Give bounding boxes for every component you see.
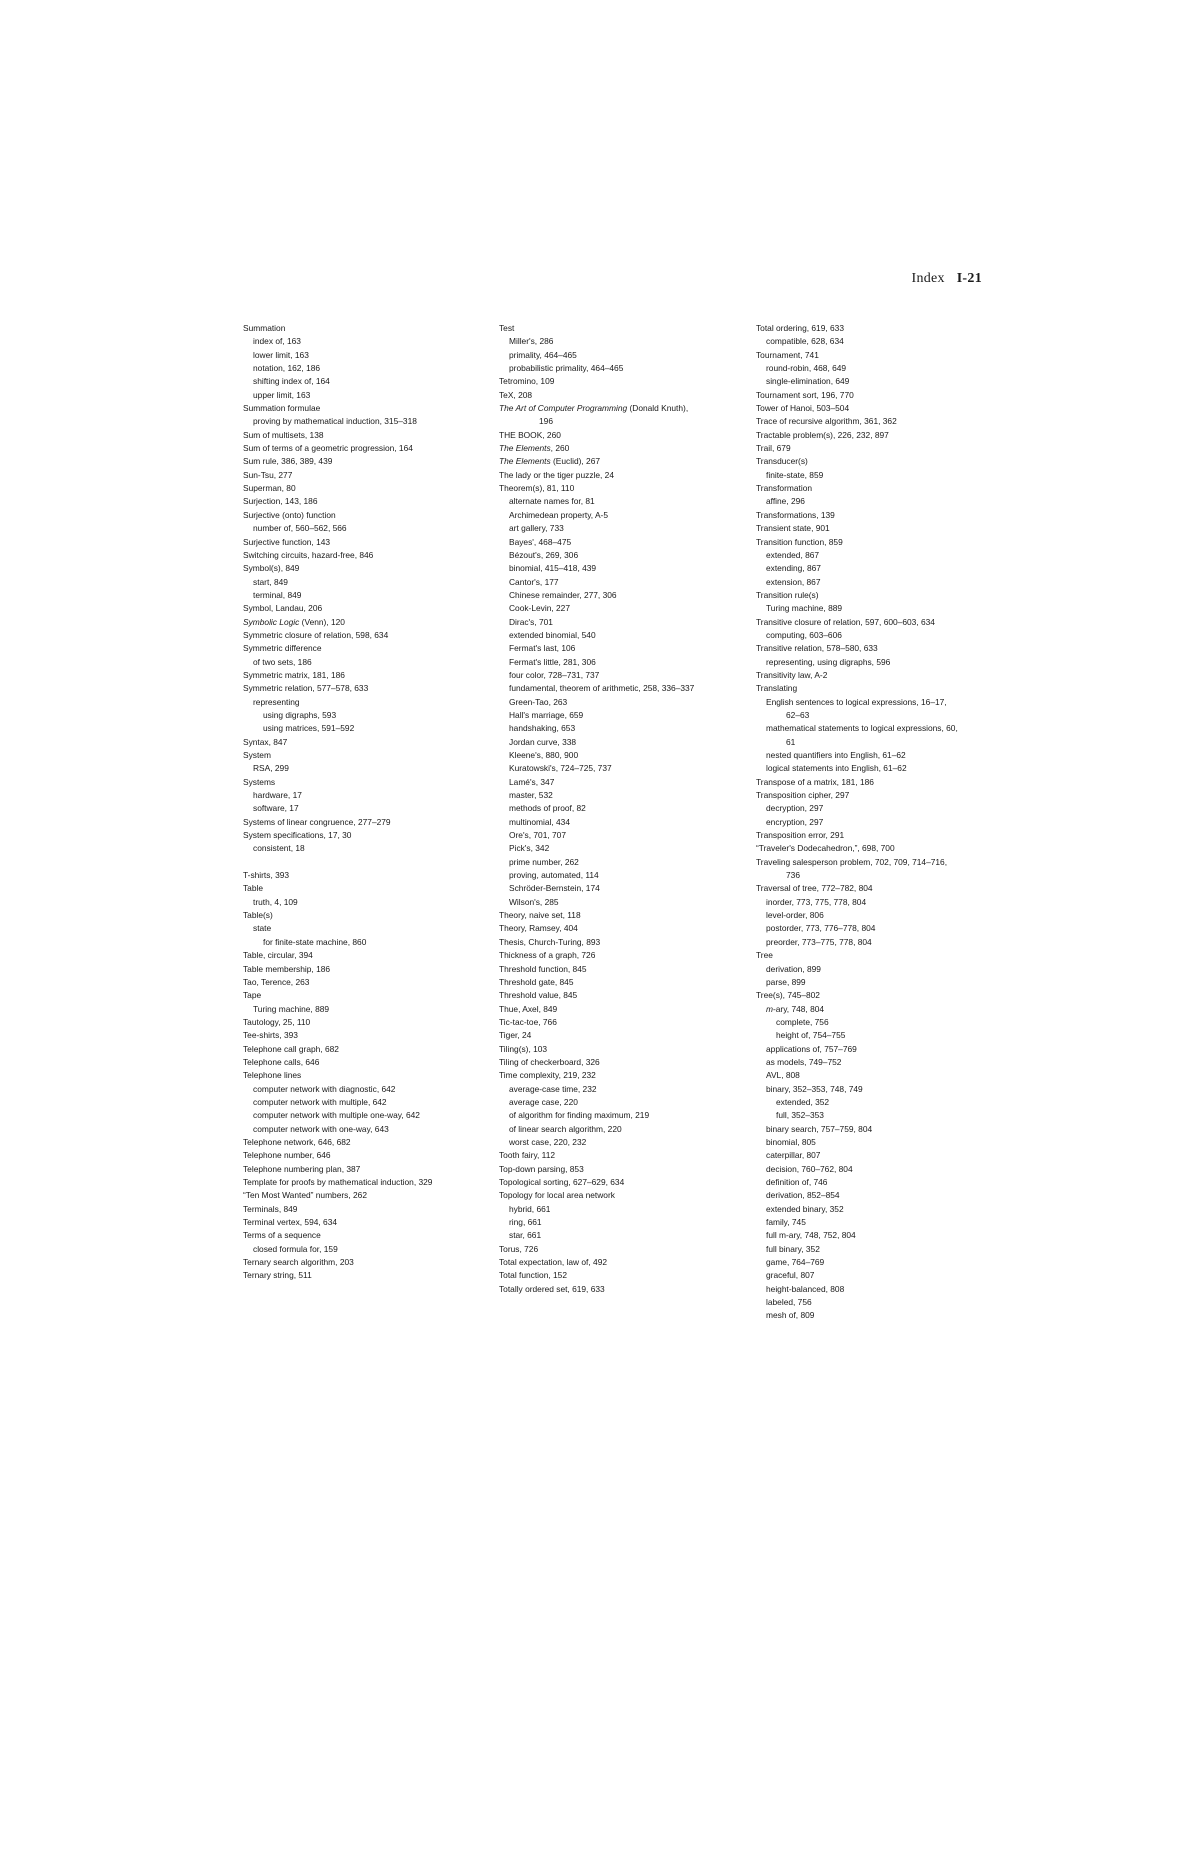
index-entry: Topology for local area network — [499, 1190, 615, 1201]
index-subentry: of two sets, 186 — [253, 656, 312, 667]
index-subentry: parse, 899 — [766, 976, 806, 987]
index-entry: System — [243, 750, 271, 760]
index-subentry: applications of, 757–769 — [766, 1043, 857, 1054]
index-subentry: 62–63 — [786, 709, 810, 720]
index-subentry: full m-ary, 748, 752, 804 — [766, 1230, 856, 1241]
index-entry: Thickness of a graph, 726 — [499, 950, 596, 961]
index-entry: Symmetric closure of relation, 598, 634 — [243, 629, 389, 640]
index-entry: Switching circuits, hazard-free, 846 — [243, 549, 374, 560]
index-entry: Tree — [756, 950, 773, 961]
index-subentry: notation, 162, 186 — [253, 363, 321, 374]
index-subentry: AVL, 808 — [766, 1070, 800, 1081]
index-subentry: index of, 163 — [253, 336, 301, 347]
index-entry: Sum of terms of a geometric progression, 164 — [243, 443, 413, 454]
index-subentry: nested quantifiers into English, 61–62 — [766, 750, 906, 760]
index-entry: Tree(s), 745–802 — [756, 990, 820, 1001]
index-subentry: extension, 867 — [766, 576, 821, 587]
index-subentry: computer network with multiple, 642 — [253, 1096, 387, 1107]
index-subentry: lower limit, 163 — [253, 349, 309, 360]
index-entry: Total expectation, law of, 492 — [499, 1257, 608, 1268]
index-subentry: Schröder-Bernstein, 174 — [509, 883, 600, 894]
index-entry: THE BOOK, 260 — [499, 429, 561, 440]
index-entry: Transposition error, 291 — [756, 830, 845, 841]
index-entry: Transition rule(s) — [756, 589, 819, 600]
index-subentry: Miller's, 286 — [509, 336, 554, 347]
index-subentry: primality, 464–465 — [509, 349, 577, 360]
index-subentry: state — [253, 923, 272, 934]
index-subentry: Cantor's, 177 — [509, 576, 559, 587]
index-subentry: closed formula for, 159 — [253, 1243, 338, 1254]
index-entry: Transitive relation, 578–580, 633 — [756, 643, 878, 654]
index-entry: Systems — [243, 776, 276, 787]
index-entry: Transitivity law, A-2 — [756, 669, 828, 680]
index-entry: Symmetric difference — [243, 643, 322, 654]
running-head-section: Index — [911, 271, 945, 286]
index-entry: Tiling(s), 103 — [499, 1043, 548, 1054]
index-subentry: derivation, 899 — [766, 963, 821, 974]
index-subentry: Turing machine, 889 — [253, 1003, 330, 1014]
index-entry: Sum of multisets, 138 — [243, 429, 324, 440]
index-subentry: Chinese remainder, 277, 306 — [509, 589, 617, 600]
index-subentry: probabilistic primality, 464–465 — [509, 363, 624, 374]
index-subentry: computer network with one-way, 643 — [253, 1123, 389, 1134]
index-subentry: art gallery, 733 — [509, 523, 564, 534]
index-column-3 — [756, 322, 1006, 1323]
index-entry: Telephone network, 646, 682 — [243, 1136, 351, 1147]
index-subentry: truth, 4, 109 — [253, 896, 298, 907]
index-subentry: finite-state, 859 — [766, 469, 824, 480]
index-subentry: star, 661 — [509, 1230, 542, 1241]
index-subentry: methods of proof, 82 — [509, 803, 586, 814]
index-entry: Systems of linear congruence, 277–279 — [243, 816, 391, 827]
index-subentry: Ore's, 701, 707 — [509, 830, 567, 841]
index-entry: Tournament, 741 — [756, 349, 819, 360]
index-subentry: mesh of, 809 — [766, 1310, 815, 1321]
index-entry: Surjection, 143, 186 — [243, 496, 318, 507]
index-subentry: family, 745 — [766, 1217, 806, 1228]
index-entry: Surjective (onto) function — [243, 509, 336, 520]
index-entry: Theory, Ramsey, 404 — [499, 923, 578, 934]
index-subentry: definition of, 746 — [766, 1177, 828, 1187]
index-entry: Torus, 726 — [499, 1243, 539, 1254]
index-entry: Transpose of a matrix, 181, 186 — [756, 776, 874, 787]
index-entry: The Elements, 260 — [499, 443, 570, 454]
index-entry: Threshold function, 845 — [499, 963, 587, 974]
index-subentry: representing — [253, 696, 300, 707]
index-subentry: Hall's marriage, 659 — [509, 709, 584, 720]
index-entry: Tetromino, 109 — [499, 376, 555, 387]
index-entry: Tape — [243, 990, 262, 1001]
index-subentry: binomial, 415–418, 439 — [509, 563, 597, 574]
index-entry: Theory, naive set, 118 — [499, 910, 581, 921]
index-entry: Telephone numbering plan, 387 — [243, 1163, 361, 1174]
index-entry: Threshold value, 845 — [499, 990, 578, 1001]
index-entry: Totally ordered set, 619, 633 — [499, 1283, 605, 1294]
index-entry: TeX, 208 — [499, 389, 533, 400]
index-entry: Table(s) — [243, 910, 273, 921]
index-subentry: decryption, 297 — [766, 803, 824, 814]
index-subentry: representing, using digraphs, 596 — [766, 656, 891, 667]
index-subentry: for finite-state machine, 860 — [263, 936, 367, 947]
index-subentry: Cook-Levin, 227 — [509, 603, 570, 614]
index-subentry: m-ary, 748, 804 — [766, 1003, 825, 1014]
index-entry: Telephone call graph, 682 — [243, 1043, 339, 1054]
index-entry: Tractable problem(s), 226, 232, 897 — [756, 429, 889, 440]
index-entry: The Elements (Euclid), 267 — [499, 456, 601, 467]
index-subentry: master, 532 — [509, 790, 553, 801]
index-entry: Sun-Tsu, 277 — [243, 469, 293, 480]
index-subentry: extended, 352 — [776, 1096, 830, 1107]
index-subentry: Green-Tao, 263 — [509, 696, 568, 707]
index-entry: Terminal vertex, 594, 634 — [243, 1217, 338, 1228]
index-entry: Table — [243, 883, 264, 894]
index-subentry: preorder, 773–775, 778, 804 — [766, 936, 872, 947]
index-subentry: single-elimination, 649 — [766, 376, 850, 387]
index-subentry: extending, 867 — [766, 563, 821, 574]
index-entry: Template for proofs by mathematical induction, 329 — [243, 1177, 433, 1187]
index-entry: Tooth fairy, 112 — [499, 1150, 556, 1161]
index-subentry: Turing machine, 889 — [766, 603, 843, 614]
index-entry: Transformation — [756, 483, 813, 494]
index-entry: Symmetric relation, 577–578, 633 — [243, 683, 369, 694]
index-subentry: Kleene's, 880, 900 — [509, 750, 579, 760]
index-entry: Transposition cipher, 297 — [756, 790, 850, 801]
index-subentry: height of, 754–755 — [776, 1030, 846, 1041]
index-entry: Tao, Terence, 263 — [243, 976, 310, 987]
index-entry: Symbolic Logic (Venn), 120 — [243, 616, 345, 627]
index-subentry: shifting index of, 164 — [253, 376, 330, 387]
index-subentry: derivation, 852–854 — [766, 1190, 840, 1201]
index-entry: Tournament sort, 196, 770 — [756, 389, 854, 400]
index-subentry: Archimedean property, A-5 — [509, 509, 608, 520]
index-entry: The Art of Computer Programming (Donald Knuth), — [499, 403, 689, 414]
index-entry: Transformations, 139 — [756, 509, 835, 520]
index-subentry: computer network with diagnostic, 642 — [253, 1083, 396, 1094]
index-subentry: extended binomial, 540 — [509, 629, 596, 640]
index-subentry: Bézout's, 269, 306 — [509, 549, 579, 560]
index-subentry: software, 17 — [253, 803, 299, 814]
index-subentry: game, 764–769 — [766, 1257, 825, 1268]
running-head — [911, 271, 982, 287]
index-entry: System specifications, 17, 30 — [243, 830, 352, 841]
index-entry: Total ordering, 619, 633 — [756, 323, 844, 333]
index-subentry: worst case, 220, 232 — [509, 1136, 587, 1147]
index-subentry: computer network with multiple one-way, 642 — [253, 1110, 420, 1121]
index-entry: Tiger, 24 — [499, 1030, 532, 1041]
index-entry: Time complexity, 219, 232 — [499, 1070, 596, 1081]
index-entry: Summation formulae — [243, 403, 321, 414]
index-subentry: extended, 867 — [766, 549, 820, 560]
index-subentry: of algorithm for finding maximum, 219 — [509, 1110, 650, 1121]
index-entry: Telephone number, 646 — [243, 1150, 331, 1161]
index-entry: Total function, 152 — [499, 1270, 567, 1281]
index-subentry: proving, automated, 114 — [509, 870, 599, 881]
index-subentry: encryption, 297 — [766, 816, 824, 827]
index-entry: Terminals, 849 — [243, 1203, 298, 1214]
index-entry: Tower of Hanoi, 503–504 — [756, 403, 850, 414]
index-subentry: Pick's, 342 — [509, 843, 550, 854]
index-subentry: upper limit, 163 — [253, 389, 311, 400]
index-entry: Test — [499, 323, 515, 333]
index-subentry: terminal, 849 — [253, 589, 302, 600]
index-subentry: as models, 749–752 — [766, 1056, 842, 1067]
index-subentry: Lamé's, 347 — [509, 776, 555, 787]
index-subentry: number of, 560–562, 566 — [253, 523, 347, 534]
index-subentry: hardware, 17 — [253, 790, 302, 801]
index-subentry: height-balanced, 808 — [766, 1283, 845, 1294]
index-subentry: multinomial, 434 — [509, 816, 570, 827]
index-subentry: average case, 220 — [509, 1096, 578, 1107]
index-entry: Tautology, 25, 110 — [243, 1016, 311, 1027]
index-entry: Transient state, 901 — [756, 523, 830, 534]
index-entry: Table, circular, 394 — [243, 950, 313, 961]
index-entry: Sum rule, 386, 389, 439 — [243, 456, 333, 467]
index-entry: Tee-shirts, 393 — [243, 1030, 298, 1041]
index-subentry: ring, 661 — [509, 1217, 542, 1228]
index-subentry: start, 849 — [253, 576, 288, 587]
index-entry: Transitive closure of relation, 597, 600–603, 634 — [756, 616, 935, 627]
index-entry: Translating — [756, 683, 798, 694]
index-subentry: round-robin, 468, 649 — [766, 363, 847, 374]
index-entry: Symbol(s), 849 — [243, 563, 300, 574]
index-subentry: Wilson's, 285 — [509, 896, 559, 907]
index-entry: Transducer(s) — [756, 456, 808, 467]
index-subentry: postorder, 773, 776–778, 804 — [766, 923, 876, 934]
index-subentry: hybrid, 661 — [509, 1203, 551, 1214]
index-entry: Traversal of tree, 772–782, 804 — [756, 883, 873, 894]
index-subentry: Kuratowski's, 724–725, 737 — [509, 763, 612, 774]
index-entry: Tiling of checkerboard, 326 — [499, 1056, 600, 1067]
index-subentry: full binary, 352 — [766, 1243, 820, 1254]
index-column-2 — [499, 322, 754, 1296]
index-subentry: logical statements into English, 61–62 — [766, 763, 907, 774]
index-entry: Theorem(s), 81, 110 — [499, 483, 575, 494]
index-entry: The lady or the tiger puzzle, 24 — [499, 469, 614, 480]
index-entry: Ternary string, 511 — [243, 1270, 312, 1281]
index-subentry: four color, 728–731, 737 — [509, 669, 600, 680]
index-subentry: English sentences to logical expressions, 16–17, — [766, 696, 947, 707]
index-subentry: Jordan curve, 338 — [509, 736, 577, 747]
index-subentry: labeled, 756 — [766, 1297, 812, 1308]
index-entry: Table membership, 186 — [243, 963, 331, 974]
index-entry: Topological sorting, 627–629, 634 — [499, 1177, 625, 1187]
index-subentry: graceful, 807 — [766, 1270, 815, 1281]
index-entry: Trail, 679 — [756, 443, 791, 454]
index-entry: Surjective function, 143 — [243, 536, 331, 547]
index-entry: T-shirts, 393 — [243, 870, 290, 881]
index-subentry: alternate names for, 81 — [509, 496, 595, 507]
page-number: I-21 — [956, 271, 982, 286]
index-entry: Telephone calls, 646 — [243, 1056, 320, 1067]
index-subentry: consistent, 18 — [253, 843, 305, 854]
index-subentry: 196 — [539, 416, 553, 427]
index-subentry: handshaking, 653 — [509, 723, 576, 734]
index-entry: Trace of recursive algorithm, 361, 362 — [756, 416, 897, 427]
index-entry: Thesis, Church-Turing, 893 — [499, 936, 601, 947]
index-subentry: RSA, 299 — [253, 763, 289, 774]
index-column-1 — [243, 322, 483, 1283]
index-subentry: level-order, 806 — [766, 910, 824, 921]
index-subentry: 61 — [786, 736, 796, 747]
index-subentry: average-case time, 232 — [509, 1083, 597, 1094]
index-subentry: mathematical statements to logical expressions, 60, — [766, 723, 958, 734]
index-subentry: binary, 352–353, 748, 749 — [766, 1083, 863, 1094]
index-subentry: Fermat's last, 106 — [509, 643, 576, 654]
index-subentry: decision, 760–762, 804 — [766, 1163, 853, 1174]
index-subentry: binary search, 757–759, 804 — [766, 1123, 873, 1134]
index-subentry: using digraphs, 593 — [263, 709, 337, 720]
index-entry: Symbol, Landau, 206 — [243, 603, 323, 614]
index-subentry: prime number, 262 — [509, 856, 579, 867]
index-entry: “Ten Most Wanted” numbers, 262 — [243, 1190, 367, 1201]
index-entry: Thue, Axel, 849 — [499, 1003, 558, 1014]
index-subentry: fundamental, theorem of arithmetic, 258, 336–337 — [509, 683, 695, 694]
index-subentry: Bayes', 468–475 — [509, 536, 572, 547]
index-entry: Summation — [243, 323, 286, 333]
index-subentry: extended binary, 352 — [766, 1203, 844, 1214]
index-subentry: binomial, 805 — [766, 1136, 816, 1147]
index-entry: Traveling salesperson problem, 702, 709, 714–716, — [756, 856, 948, 867]
index-entry: Ternary search algorithm, 203 — [243, 1257, 354, 1268]
index-subentry: computing, 603–606 — [766, 629, 842, 640]
index-entry: Terms of a sequence — [243, 1230, 321, 1241]
index-subentry: Dirac's, 701 — [509, 616, 553, 627]
index-subentry: affine, 296 — [766, 496, 805, 507]
index-subentry: Fermat's little, 281, 306 — [509, 656, 596, 667]
index-entry: Superman, 80 — [243, 483, 296, 494]
index-subentry: full, 352–353 — [776, 1110, 824, 1121]
index-subentry: proving by mathematical induction, 315–318 — [253, 416, 417, 427]
index-subentry: inorder, 773, 775, 778, 804 — [766, 896, 867, 907]
index-entry: Threshold gate, 845 — [499, 976, 574, 987]
index-subentry: 736 — [786, 870, 800, 881]
index-entry: Symmetric matrix, 181, 186 — [243, 669, 345, 680]
index-gap — [243, 856, 483, 869]
index-subentry: caterpillar, 807 — [766, 1150, 821, 1161]
index-entry: Syntax, 847 — [243, 736, 288, 747]
index-entry: Tic-tac-toe, 766 — [499, 1016, 557, 1027]
index-entry: Transition function, 859 — [756, 536, 843, 547]
index-subentry: of linear search algorithm, 220 — [509, 1123, 622, 1134]
index-entry: Top-down parsing, 853 — [499, 1163, 584, 1174]
index-subentry: complete, 756 — [776, 1016, 829, 1027]
index-subentry: compatible, 628, 634 — [766, 336, 844, 347]
index-entry: Telephone lines — [243, 1070, 302, 1081]
index-subentry: using matrices, 591–592 — [263, 723, 355, 734]
index-entry: “Traveler's Dodecahedron,”, 698, 700 — [756, 843, 895, 854]
